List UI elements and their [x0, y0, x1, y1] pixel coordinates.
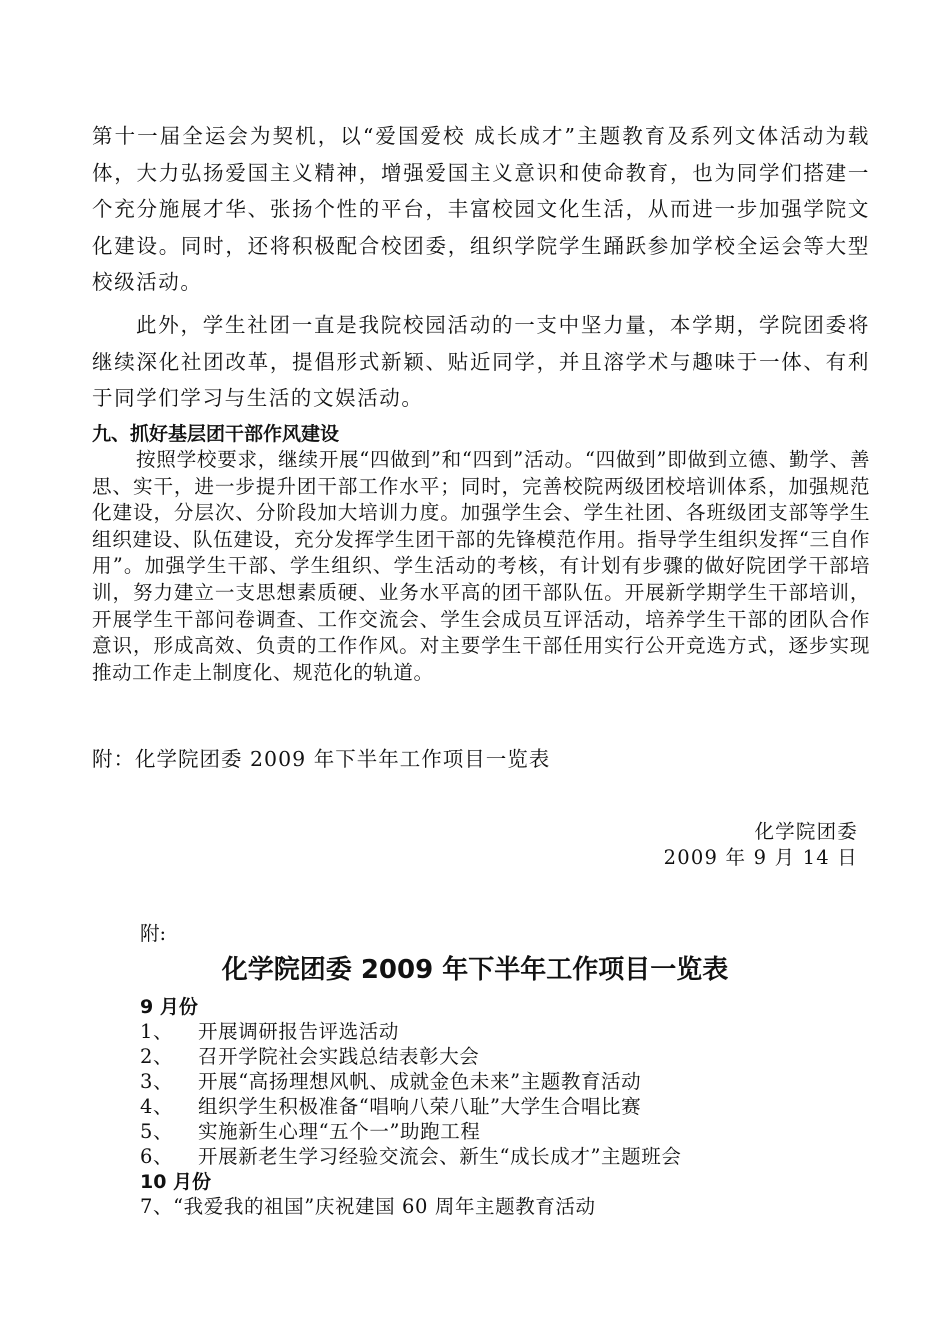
list-item-number: 5、	[140, 1120, 174, 1143]
list-item-number: 7、	[140, 1195, 174, 1218]
list-item-number: 3、	[140, 1070, 174, 1093]
list-item-number: 2、	[140, 1045, 174, 1068]
body-paragraph-1: 第十一届全运会为契机，以“爱国爱校 成长成才”主题教育及系列文体活动为载体，大力弘扬爱国主义精神，增强爱国主义意识和使命教育，也为同学们搭建一个充分施展才华、张扬个性的平台，丰富校园文化生活，从而进一步加强学院文化建设。同时，还将积极配合校团委，组织学院学生踊跃参加学校全运会等大型校级活动。	[92, 124, 870, 294]
list-item	[140, 1094, 641, 1120]
list-item	[140, 1044, 479, 1070]
appendix-title: 化学院团委 2009 年下半年工作项目一览表	[221, 955, 729, 985]
list-item	[140, 1069, 641, 1095]
list-item-text: 实施新生心理“五个一”助跑工程	[198, 1120, 481, 1143]
attachment-note: 附：化学院团委 2009 年下半年工作项目一览表	[92, 747, 551, 771]
list-item	[140, 1019, 399, 1045]
section-9-body: 按照学校要求，继续开展“四做到”和“四到”活动。“四做到”即做到立德、勤学、善思、实干，进一步提升团干部工作水平；同时，完善校院两级团校培训体系，加强规范化建设，分层次、分阶段加大培训力度。加强学生会、学生社团、各班级团支部等学生组织建设、队伍建设，充分发挥学生团干部的先锋模范作用。指导学生组织发挥“三自作用”。加强学生干部、学生组织、学生活动的考核，有计划有步骤的做好院团学干部培训，努力建立一支思想素质硬、业务水平高的团干部队伍。开展新学期学生干部培训，开展学生干部问卷调查、工作交流会、学生会成员互评活动，培养学生干部的团队合作意识，形成高效、负责的工作作风。对主要学生干部任用实行公开竞选方式，逐步实现推动工作走上制度化、规范化的轨道。	[92, 448, 870, 684]
list-item-text: 开展新老生学习经验交流会、新生“成长成才”主题班会	[198, 1145, 682, 1168]
signature-org: 化学院团委	[754, 820, 858, 843]
list-item-number: 1、	[140, 1020, 174, 1043]
month-heading-october: 10 月份	[140, 1171, 212, 1193]
signature-date: 2009 年 9 月 14 日	[663, 846, 858, 869]
list-item-text: 召开学院社会实践总结表彰大会	[198, 1045, 480, 1068]
list-item	[140, 1119, 480, 1145]
month-heading-september: 9 月份	[140, 996, 198, 1018]
list-item-number: 4、	[140, 1095, 174, 1118]
section-9-heading: 九、抓好基层团干部作风建设	[92, 423, 340, 445]
appendix-label: 附:	[140, 922, 167, 945]
list-item-text: 开展调研报告评选活动	[198, 1020, 400, 1043]
list-item	[140, 1194, 596, 1220]
list-item-number: 6、	[140, 1145, 174, 1168]
list-item-text: “我爱我的祖国”庆祝建国 60 周年主题教育活动	[173, 1195, 596, 1218]
list-item	[140, 1144, 681, 1170]
list-item-text: 组织学生积极准备“唱响八荣八耻”大学生合唱比赛	[198, 1095, 642, 1118]
list-item-text: 开展“高扬理想风帆、成就金色未来”主题教育活动	[198, 1070, 642, 1093]
body-paragraph-2: 此外，学生社团一直是我院校园活动的一支中坚力量，本学期，学院团委将继续深化社团改革，提倡形式新颖、贴近同学，并且溶学术与趣味于一体、有利于同学们学习与生活的文娱活动。	[92, 313, 870, 410]
